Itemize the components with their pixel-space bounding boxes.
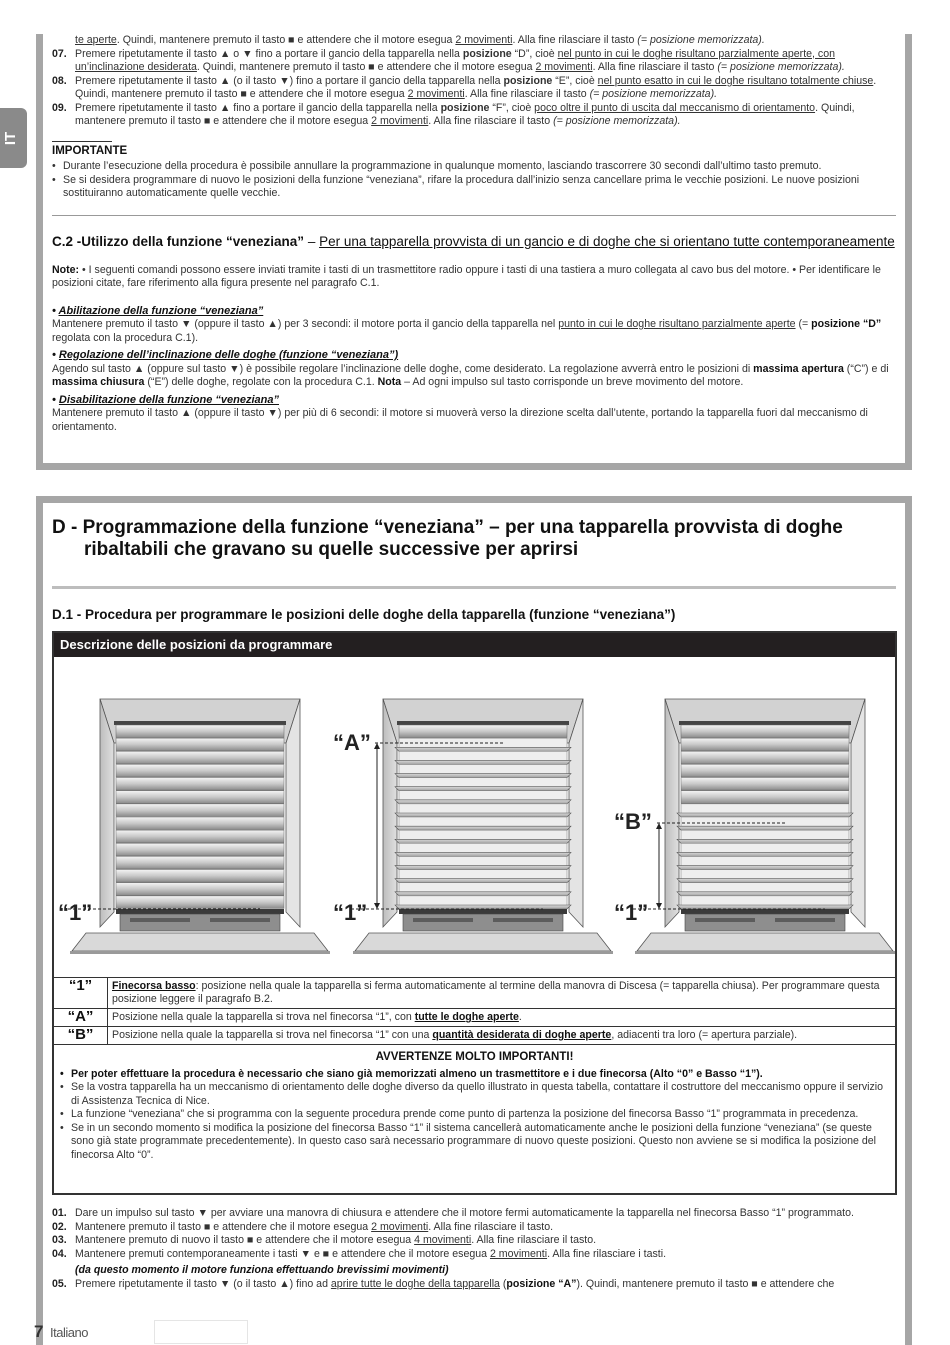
shutter-slat-open — [395, 774, 571, 778]
step-07: 07. Premere ripetutamente il tasto ▲ o ▼ fino a portare il gancio della tapparella nella posizione “D”, cioè nel punto in cui le doghe risultano parzialmente aperte, con un’inclinazione desiderata. Quindi, mantenere premuto il tasto ■ e attendere che il motore esegua 2 movimenti. Alla fine rilasciare il tasto (= posizione memorizzata). — [52, 47, 845, 73]
section-d-title: D - Programmazione della funzione “veneziana” – per una tapparella provvista di doghe ribaltabili che gravano su quelle successive per aprirsi — [52, 517, 843, 560]
warning-item: • Se in un secondo momento si modifica la posizione del finecorsa Basso “1” il sistema cancellerà automaticamente anche le posizioni della funzione “veneziana” (se queste sono già state programmate precedentemente). In questo caso sarà necessario programmare di nuovo queste posizioni. Questo non avviene se si modifica la posizione del finecorsa Alto “0”. — [60, 1122, 889, 1163]
shutter-slat-open — [677, 826, 853, 830]
adjust-title: Regolazione dell’inclinazione delle doghe (funzione “veneziana”) — [58, 349, 399, 361]
shutter-slat — [681, 778, 849, 791]
warning-item: • Per poter effettuare la procedura è necessario che siano già memorizzati almeno un trasmettitore e i due finecorsa (Alto “0” e Basso “1”). — [60, 1068, 889, 1082]
shutter-slat-open — [677, 905, 853, 909]
shutter-slat-open — [395, 747, 571, 751]
step-note: (da questo momento il motore funziona effettuando brevissimi movimenti) — [75, 1264, 449, 1276]
legend-description: Posizione nella quale la tapparella si trova nel finecorsa “1” con una quantità desiderata di doghe aperte, adiacenti tra loro (= apertura parziale). — [112, 1029, 798, 1041]
shutter-slat — [116, 804, 284, 817]
step-06-continuation: te aperte. Quindi, mantenere premuto il tasto ■ e attendere che il motore esegua 2 movimenti. Alla fine rilasciare il tasto (= posizione memorizzata). — [75, 34, 765, 46]
arrow-head — [656, 823, 662, 829]
shutter-slat-open — [395, 905, 571, 909]
shutter-slat — [116, 856, 284, 869]
footer-box — [154, 1320, 248, 1344]
step-03: 03. Mantenere premuto di nuovo il tasto ■ e attendere che il motore esegua 4 movimenti. Alla fine rilasciare il tasto. — [52, 1234, 597, 1246]
section-d1-title: D.1 - Procedura per programmare le posizioni delle doghe della tapparella (funzione “veneziana”) — [52, 607, 676, 622]
step-09: 09. Premere ripetutamente il tasto ▲ fino a portare il gancio della tapparella nella posizione “F”, cioè poco oltre il punto di uscita dal meccanismo di orientamento. Quindi, mantenere premuto il tasto ■ e attendere che il motore esegua 2 movimenti. Alla fine rilasciare il tasto (= posizione memorizzata). — [52, 101, 855, 127]
arrow-head — [374, 903, 380, 909]
shutter-slat — [116, 738, 284, 751]
shutter-base — [210, 918, 270, 922]
shutter-slat-open — [395, 866, 571, 870]
shutter-slat-open — [395, 879, 571, 883]
shutter-slat-open — [395, 800, 571, 804]
shutter-base — [403, 914, 563, 931]
shutter-slat — [681, 738, 849, 751]
shutter-slat-open — [677, 852, 853, 856]
shutter-slat — [681, 791, 849, 804]
section-c-box — [36, 34, 912, 470]
shutter-box — [114, 721, 286, 725]
shutter-slat — [116, 817, 284, 830]
shutter-slat-open — [395, 839, 571, 843]
legend-key: “B” — [54, 1027, 108, 1044]
shutter-slat — [116, 751, 284, 764]
shutter-slat — [116, 870, 284, 883]
shutter-figures — [54, 657, 895, 977]
arrow-head — [656, 903, 662, 909]
shutter-slat — [399, 725, 567, 738]
legend-row — [54, 1026, 895, 1044]
shutter-base — [685, 914, 845, 931]
legend-key: “A” — [54, 1009, 108, 1026]
legend-key: “1” — [54, 978, 108, 1008]
arrow-head — [374, 743, 380, 749]
shutter-slat-open — [395, 892, 571, 896]
divider — [52, 586, 896, 589]
step-01: 01. Dare un impulso sul tasto ▼ per avviare una manovra di chiusura e attendere che il motore fermi automaticamente la tapparella nel finecorsa Basso “1” programmato. — [52, 1207, 854, 1219]
warnings-box — [54, 1044, 895, 1162]
shutter-slat-open — [677, 892, 853, 896]
shutter-slat-open — [395, 787, 571, 791]
shutter-slat — [116, 764, 284, 777]
step-02: 02. Mantenere premuto il tasto ■ e attendere che il motore esegua 2 movimenti. Alla fine rilasciare il tasto. — [52, 1220, 554, 1233]
warning-item: • Se la vostra tapparella ha un meccanismo di orientamento delle doghe diverso da quello illustrato in questa tabella, contattare il costruttore del meccanismo oppure il servizio di Assistenza Tecnica di Nice. — [60, 1081, 889, 1108]
label-1: “1” — [614, 900, 649, 925]
shutter-bottom-rail — [399, 909, 567, 914]
important-item: • Durante l’esecuzione della procedura è possibile annullare la programmazione in qualunque momento, lasciando trascorrere 30 secondi dall’ultimo tasto premuto. — [52, 160, 896, 174]
shutter-slat — [116, 883, 284, 896]
procedure-steps — [52, 1207, 896, 1291]
shutter-box — [397, 721, 569, 725]
shutter-slat — [116, 830, 284, 843]
shutter-bottom-rail — [681, 909, 849, 914]
shutter-slat — [116, 896, 284, 909]
shutter-slat — [116, 791, 284, 804]
important-item: • Se si desidera programmare di nuovo le posizioni della funzione “veneziana”, rifare la procedura dall’inizio senza cancellare prima le vecchie posizioni. Le nuove posizioni sostituiranno automaticamente quelle vecchie. — [52, 174, 896, 201]
label-b: “B” — [614, 809, 652, 834]
shutter-slat-open — [677, 866, 853, 870]
shutter-slat — [681, 751, 849, 764]
step-08: 08. Premere ripetutamente il tasto ▲ (o il tasto ▼) fino a portare il gancio della tapparella nella posizione “E”, cioè nel punto esatto in cui le doghe risultano totalmente chiuse. Quindi, mantenere premuto il tasto ■ e attendere che il motore esegua 2 movimenti. Alla fine rilasciare il tasto (= posizione memorizzata). — [52, 74, 877, 100]
shutter-slat — [116, 843, 284, 856]
shutter-slat-open — [677, 839, 853, 843]
window-sill — [635, 951, 895, 954]
legend-row — [54, 1008, 895, 1026]
shutter-slat-open — [395, 813, 571, 817]
shutter-slat — [116, 778, 284, 791]
disable-title: Disabilitazione della funzione “veneziana” — [58, 393, 279, 406]
shutter-slat-open — [395, 852, 571, 856]
positions-table — [52, 631, 897, 1195]
legend-row — [54, 977, 895, 1008]
note-paragraph: Note: • I seguenti comandi possono essere inviati tramite i tasti di un trasmettitore radio oppure i tasti di una tastiera a muro collegata al cavo bus del motore. • Per identificare le posizioni citate, fare riferimento alla figura presente nel paragrafo C.1. — [52, 263, 881, 289]
divider — [52, 141, 112, 142]
shutter-base — [413, 918, 473, 922]
enable-block: • Abilitazione della funzione “veneziana” Mantenere premuto il tasto ▼ (oppure il tasto ▲) per 3 secondi: il motore porta il gancio della tapparella nel punto in cui le doghe risultano parzialmente aperte (= posizione “D” regolata con la procedura C.1). — [52, 304, 882, 344]
shutter-bottom-rail — [116, 909, 284, 914]
label-1: “1” — [333, 900, 368, 925]
shutter-illustrations — [54, 657, 895, 977]
footer-language: Italiano — [50, 1325, 88, 1340]
important-title: IMPORTANTE — [52, 144, 128, 157]
warnings-title: AVVERTENZE MOLTO IMPORTANTI! — [375, 1051, 574, 1063]
legend-description: Posizione nella quale la tapparella si trova nel finecorsa “1”, con tutte le doghe aperte. — [112, 1011, 522, 1023]
label-a: “A” — [333, 730, 371, 755]
window-sill — [637, 933, 893, 951]
shutter-slat-open — [395, 826, 571, 830]
table-header: Descrizione delle posizioni da programmare — [54, 633, 895, 657]
shutter-slat — [116, 725, 284, 738]
shutter-slat-open — [677, 879, 853, 883]
shutter-slat-open — [395, 760, 571, 764]
shutter-slat — [681, 725, 849, 738]
positions-legend — [54, 977, 895, 1044]
shutter-base — [130, 918, 190, 922]
shutter-base — [120, 914, 280, 931]
enable-title: Abilitazione della funzione “veneziana” — [58, 304, 264, 317]
label-1: “1” — [58, 900, 93, 925]
window-sill — [70, 951, 330, 954]
shutter-base — [775, 918, 835, 922]
shutter-slat — [681, 764, 849, 777]
section-d-box — [36, 496, 912, 1345]
legend-description: Finecorsa basso: posizione nella quale la tapparella si ferma automaticamente al termine della manovra di Discesa (= tapparella chiusa). Per programmare questa posizione leggere il paragrafo B.2. — [112, 980, 880, 1005]
page-footer — [34, 1320, 414, 1345]
shutter-slat-open — [677, 813, 853, 817]
page-number: 7 — [34, 1322, 44, 1341]
adjust-block: • Regolazione dell’inclinazione delle doghe (funzione “veneziana”) Agendo sul tasto ▲ (oppure sul tasto ▼) è possibile regolare l’inclinazione delle doghe, come desiderato. La regolazione avverrà entro le posizioni di massima apertura (“C”) e di massima chiusura (“E”) delle doghe, regolate con la procedura C.1. Nota – Ad ogni impulso sul tasto corrisponde un breve movimento del motore. — [52, 349, 889, 388]
shutter-base — [493, 918, 553, 922]
window-sill — [355, 933, 611, 951]
disable-block: • Disabilitazione della funzione “veneziana” Mantenere premuto il tasto ▲ (oppure il tasto ▼) per più di 6 secondi: il motore si muoverà verso la direzione scelta dall’utente, portando la tapparella fuori dal meccanismo di orientamento. — [52, 393, 868, 433]
step-05: 05. Premere ripetutamente il tasto ▼ (o il tasto ▲) fino ad aprire tutte le doghe della tapparella (posizione “A”). Quindi, mantenere premuto il tasto ■ e attendere che — [52, 1277, 835, 1290]
warning-item: • La funzione “veneziana” che si programma con la seguente procedura prende come punto di partenza la posizione del finecorsa Basso “1” programmata in precedenza. — [60, 1108, 889, 1122]
window-sill — [353, 951, 613, 954]
shutter-base — [695, 918, 755, 922]
divider — [52, 215, 896, 216]
window-sill — [72, 933, 328, 951]
shutter-box — [679, 721, 851, 725]
language-tab: IT — [0, 108, 27, 168]
section-c2-title: C.2 - Utilizzo della funzione “veneziana” – Per una tapparella provvista di un gancio e di doghe che si orientano tutte contemporaneamente — [52, 233, 895, 249]
step-04: 04. Mantenere premuti contemporaneamente i tasti ▼ e ■ e attendere che il motore esegua 2 movimenti. Alla fine rilasciare i tasti. — [52, 1247, 667, 1260]
